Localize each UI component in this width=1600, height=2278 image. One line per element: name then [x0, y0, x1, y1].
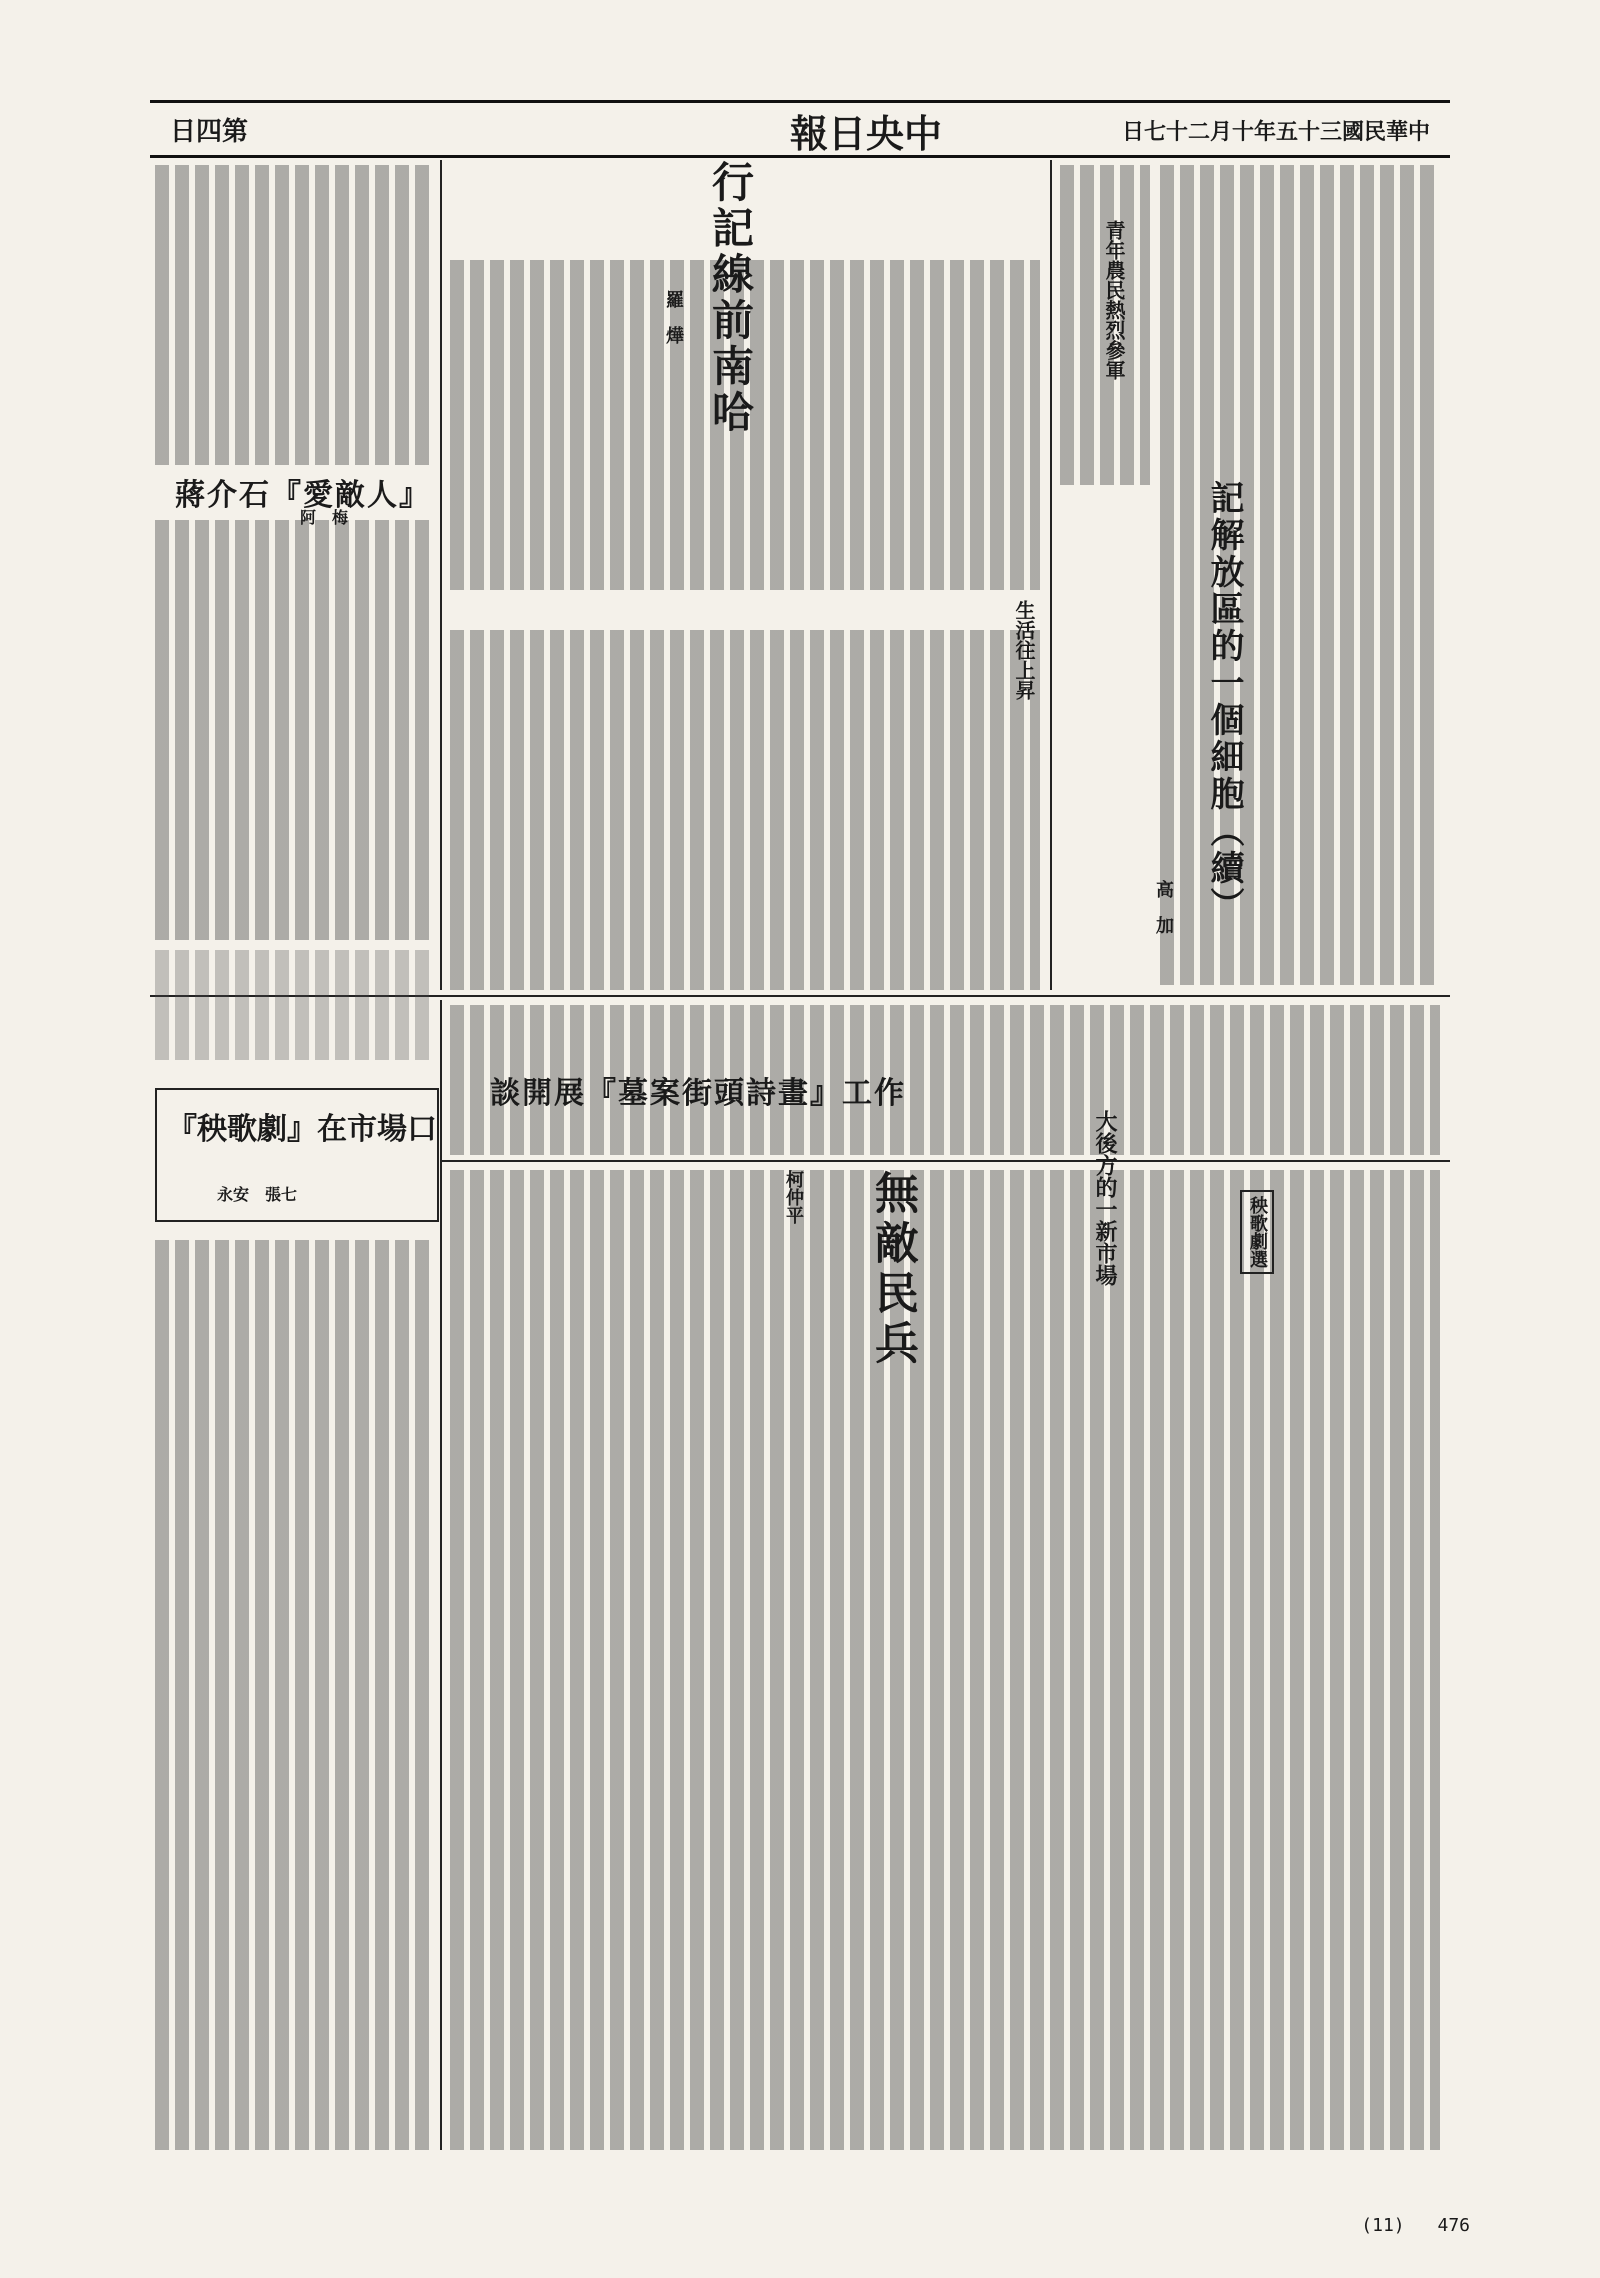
byline-harbin: 羅 燁: [663, 290, 684, 344]
article-body: [155, 950, 435, 1060]
masthead: [150, 100, 1450, 158]
headline-liberated: 記解放區的一個細胞（續）: [1204, 480, 1244, 924]
newspaper-name: 報日央中: [790, 111, 943, 156]
militia-label: 秧歌劇選: [1240, 1190, 1274, 1274]
article-body: [450, 630, 1040, 990]
subhead-liberated: 生活往上昇: [1012, 600, 1036, 700]
byline-liberated: 高 加: [1153, 880, 1174, 934]
headline-harbin: 行記線前南哈: [706, 160, 755, 436]
subhead-harbin: 青年農民熱烈參軍: [1102, 220, 1126, 380]
byline-chiang: 阿 梅: [300, 508, 349, 527]
page-footer: [1339, 2215, 1470, 2236]
headline-poetry: 談開展『墓案街頭詩畫』工作: [490, 1076, 906, 1111]
article-body: [155, 520, 435, 940]
column-rule: [440, 160, 442, 990]
article-body: [450, 1170, 1440, 2150]
issue-date: 日七十二月十年五十三國民華中: [1121, 119, 1430, 145]
edition-label: 日四第: [170, 117, 249, 147]
column-rule: [1050, 160, 1052, 990]
headline-yangko: 『秧歌劇』在市場口: [167, 1112, 437, 1147]
headline-newmarket: 大後方的一新市場: [1092, 1110, 1118, 1286]
article-body: [155, 165, 435, 465]
section-rule: [440, 1160, 1450, 1162]
yangko-title-box: [155, 1088, 439, 1222]
article-body: [155, 1240, 435, 2150]
headline-militia: 無敵民兵: [867, 1170, 918, 1370]
print-number: 476: [1437, 2215, 1470, 2236]
page-number: (11): [1361, 2215, 1405, 2236]
column-rule: [440, 1000, 442, 2150]
headline-chiang: 蔣介石『愛敵人』: [175, 478, 431, 513]
byline-militia: 柯仲平: [783, 1170, 804, 1224]
byline-yangko: 永安 張七: [217, 1185, 298, 1204]
